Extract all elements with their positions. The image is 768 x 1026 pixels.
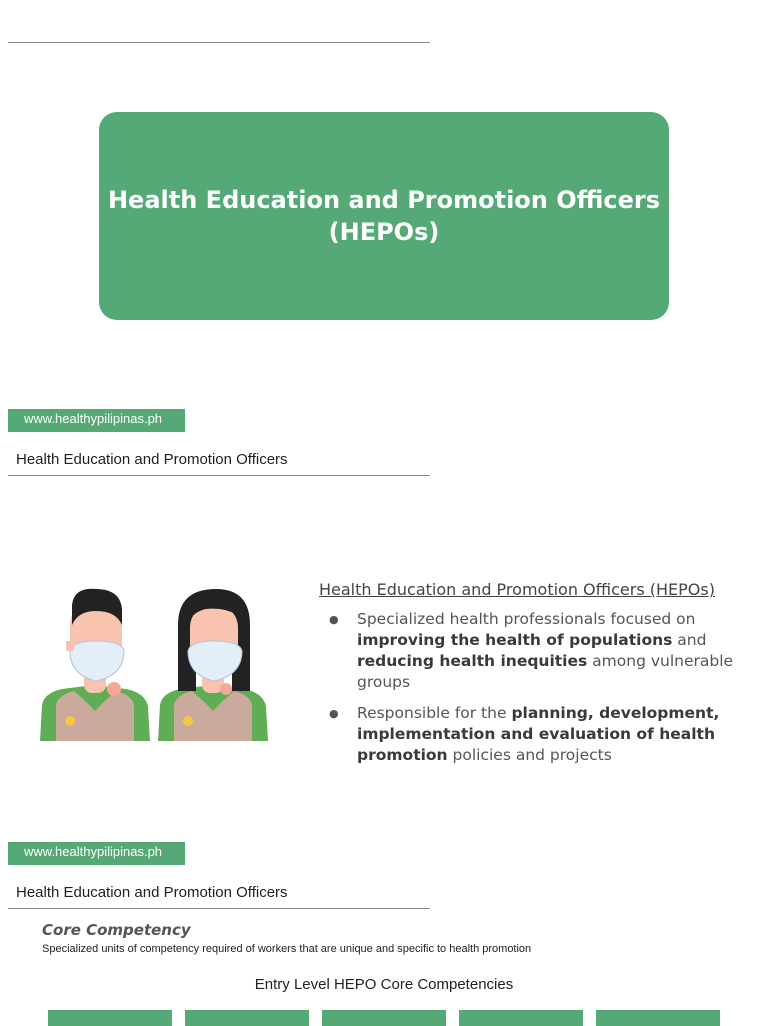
- slide-title: Health Education and Promotion Officers: [16, 884, 288, 901]
- entry-level-title: Entry Level HEPO Core Competencies: [254, 976, 514, 993]
- core-competency-description: Specialized units of competency required of workers that are unique and specific to health promotion: [42, 943, 532, 955]
- website-tab[interactable]: www.healthypilipinas.ph: [8, 409, 185, 432]
- male-worker-icon: [40, 589, 150, 741]
- website-tab[interactable]: www.healthypilipinas.ph: [8, 842, 185, 865]
- title-card: [99, 112, 669, 320]
- top-divider: [8, 42, 430, 43]
- slide-title: Health Education and Promotion Officers: [16, 451, 288, 468]
- bullet-item: ● Specialized health professionals focused on improving the health of populations and reducing health inequities among vulnerable groups: [357, 609, 749, 693]
- hepo-description: [319, 580, 749, 776]
- title-divider: [8, 475, 430, 476]
- hepo-bullet-list: [319, 609, 749, 766]
- title-line-1: Health Education and Promotion Officers: [107, 186, 661, 214]
- hepo-heading: Health Education and Promotion Officers (HEPOs): [319, 580, 715, 599]
- core-competency-title: Core Competency: [42, 921, 191, 939]
- title-line-2: (HEPOs): [328, 218, 440, 246]
- title-card-text: [108, 184, 660, 248]
- title-divider: [8, 908, 430, 909]
- bullet-item: ● Responsible for the planning, development, implementation and evaluation of health promotion policies and projects: [357, 703, 749, 766]
- health-workers-with-masks-icon: [36, 585, 276, 750]
- female-worker-icon: [158, 589, 268, 741]
